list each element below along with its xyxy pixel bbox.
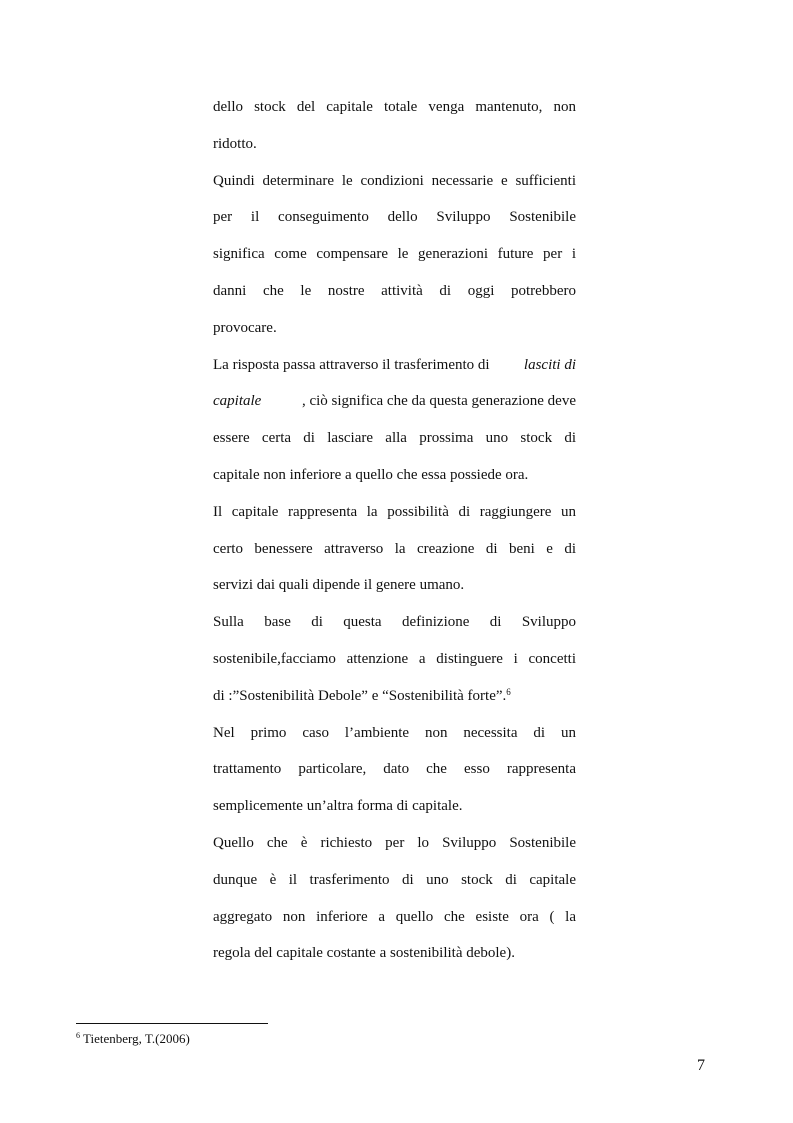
footnote-marker: 6 [76, 1031, 80, 1040]
text-line: dunque è il trasferimento di uno stock di capitale [213, 871, 576, 888]
footnote-text: Tietenberg, T.(2006) [80, 1031, 190, 1046]
text-line: Sulla base di questa definizione di Sviluppo [213, 614, 576, 631]
footnote [76, 1031, 190, 1047]
text-line: provocare. [213, 319, 277, 336]
text-line: trattamento particolare, dato che esso rappresenta [213, 761, 576, 778]
text-run: di :”Sostenibilità Debole” e “Sostenibilità forte”. [213, 687, 507, 704]
body-text [213, 89, 576, 972]
text-line [213, 678, 576, 715]
text-run: , ciò significa che da questa generazione deve [301, 393, 576, 410]
text-line [213, 383, 576, 420]
emphasis-text: lasciti di [523, 356, 576, 373]
page-number: 7 [697, 1057, 705, 1074]
text-line: regola del capitale costante a sostenibilità debole). [213, 945, 515, 962]
text-line: certo benessere attraverso la creazione di beni e di [213, 540, 576, 557]
text-line: Quindi determinare le condizioni necessarie e sufficienti [213, 172, 576, 189]
text-line: servizi dai quali dipende il genere umano. [213, 577, 465, 594]
text-line: sostenibile,facciamo attenzione a distinguere i concetti [213, 650, 576, 667]
text-line: capitale non inferiore a quello che essa possiede ora. [213, 466, 529, 483]
text-line: Nel primo caso l’ambiente non necessita di un [213, 724, 576, 741]
text-line: aggregato non inferiore a quello che esiste ora ( la [213, 908, 576, 925]
emphasis-text: capitale [213, 393, 262, 410]
text-line: essere certa di lasciare alla prossima uno stock di [213, 430, 576, 447]
text-line: ridotto. [213, 135, 257, 152]
text-line: significa come compensare le generazioni future per i [213, 246, 576, 263]
text-run: La risposta passa attraverso il trasferimento di [213, 356, 490, 373]
text-line: Il capitale rappresenta la possibilità di raggiungere un [213, 503, 576, 520]
text-line [213, 347, 576, 384]
text-line: semplicemente un’altra forma di capitale. [213, 798, 463, 815]
footnote-marker: 6 [506, 686, 511, 697]
text-line: Quello che è richiesto per lo Sviluppo Sostenibile [213, 834, 576, 851]
text-line: dello stock del capitale totale venga mantenuto, non [213, 99, 576, 115]
text-line: per il conseguimento dello Sviluppo Sostenibile [213, 209, 576, 226]
text-line: danni che le nostre attività di oggi potrebbero [213, 282, 576, 299]
footnote-divider [76, 1023, 268, 1024]
